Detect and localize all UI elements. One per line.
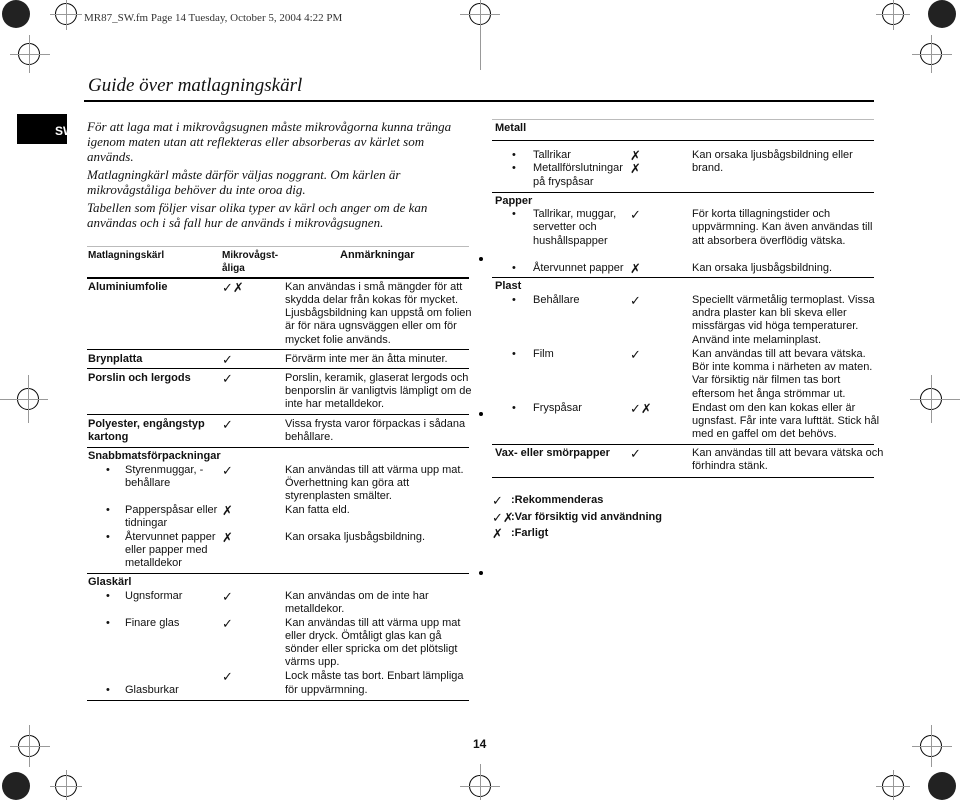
language-tab: SW — [17, 114, 67, 144]
rating-symbol: ✓✗ — [630, 401, 652, 416]
item-note: benporslin är vanligtvis lämpligt om de — [285, 385, 472, 397]
item-note: eller dryck. Ömtåligt glas kan gå — [285, 630, 442, 642]
crop-line — [10, 54, 50, 55]
item-note: eftersom het ånga strömmar ut. — [692, 388, 846, 400]
crop-line — [480, 764, 481, 800]
item-note: brand. — [692, 162, 724, 174]
bullet: • — [512, 149, 516, 161]
header-cookware: Matlagningskärl — [88, 250, 165, 261]
item-note: Kan användas till att värma upp mat. — [285, 464, 464, 476]
item-note: sönder eller spricka om det plötsligt — [285, 643, 458, 655]
rating-symbol: ✓ — [222, 371, 233, 386]
header-notes: Anmärkningar — [340, 249, 415, 261]
table-bottom-rule — [87, 700, 469, 701]
sub-item: Metallförslutningar — [533, 162, 623, 174]
item-note: mycket folie används. — [285, 334, 391, 346]
crop-line — [460, 14, 500, 15]
item-name: Polyester, engångstyp — [88, 418, 205, 430]
row-rule — [87, 368, 469, 369]
legend-symbol: ✗ — [492, 526, 503, 541]
rating-symbol: ✓ — [630, 207, 641, 222]
rating-symbol: ✓ — [222, 589, 233, 604]
crop-line — [480, 0, 481, 70]
bullet: • — [106, 464, 110, 476]
crop-line — [893, 0, 894, 30]
rating-symbol: ✓ — [630, 446, 641, 461]
bullet: • — [512, 294, 516, 306]
group-name: Glaskärl — [88, 576, 132, 588]
rating-symbol: ✓ — [222, 616, 233, 631]
row-rule — [492, 277, 874, 278]
table-top-rule — [87, 246, 469, 247]
bullet: • — [512, 262, 516, 274]
item-note: Kan orsaka ljusbågsbildning. — [285, 531, 426, 543]
item-note: andra plaster kan bli skeva eller — [692, 307, 847, 319]
header-microwave-safe: åliga — [222, 263, 245, 274]
crop-line — [912, 746, 952, 747]
sub-item: eller papper med — [125, 544, 208, 556]
header-microwave-safe: Mikrovågst- — [222, 250, 279, 261]
item-name: Brynplatta — [88, 353, 143, 365]
item-name: kartong — [88, 431, 129, 443]
page-number: 14 — [473, 737, 487, 751]
sub-item: Återvunnet papper — [125, 531, 216, 543]
registration-disc-bottom-left — [2, 772, 30, 800]
legend-label: :Rekommenderas — [511, 494, 604, 506]
item-note: Lock måste tas bort. Enbart lämpliga — [285, 670, 464, 682]
item-note: metalldekor. — [285, 603, 345, 615]
rating-symbol: ✓ — [630, 347, 641, 362]
sub-item: Ugnsformar — [125, 590, 183, 602]
item-note: behållare. — [285, 431, 334, 443]
table-bottom-rule — [492, 477, 874, 478]
item-note: att absorbera överflödig vätska. — [692, 235, 846, 247]
intro-line: mikrovågståliga behöver du inte oroa dig. — [87, 182, 306, 197]
item-note: värms upp. — [285, 656, 340, 668]
rating-symbol: ✓ — [630, 293, 641, 308]
sub-item: Tallrikar — [533, 149, 571, 161]
bullet: • — [512, 162, 516, 174]
item-note: Kan fatta eld. — [285, 504, 350, 516]
crop-line — [876, 14, 910, 15]
sub-item: Glasburkar — [125, 684, 179, 696]
rating-symbol: ✓✗ — [222, 280, 244, 295]
group-name: Plast — [495, 280, 522, 292]
intro-line: användas och i så fall hur de används i mikrovågsugnen. — [87, 215, 384, 230]
sub-item: Film — [533, 348, 554, 360]
item-note: skydda delar från kokas för mycket. — [285, 294, 459, 306]
sub-item: Papperspåsar eller — [125, 504, 218, 516]
group-name: Metall — [495, 122, 527, 134]
registration-disc-top-left — [2, 0, 30, 28]
group-name: Snabbmatsförpackningar — [88, 450, 221, 462]
item-note: Var försiktig när filmen tas bort — [692, 374, 841, 386]
row-rule — [492, 140, 874, 141]
legend-symbol: ✓✗ — [492, 510, 514, 525]
margin-dot — [479, 257, 483, 261]
rating-symbol: ✓ — [222, 417, 233, 432]
intro-line: För att laga mat i mikrovågsugnen måste mikrovågorna kunna tränga — [87, 119, 452, 134]
row-rule — [87, 414, 469, 415]
item-note: med en gaffel om det behövs. — [692, 428, 837, 440]
crop-line — [50, 786, 82, 787]
item-note: styrenplasten smälter. — [285, 490, 392, 502]
sub-item: Fryspåsar — [533, 402, 582, 414]
sub-item: Finare glas — [125, 617, 180, 629]
title-rule — [84, 100, 874, 102]
item-note: Kan användas till att bevara vätska. — [692, 348, 866, 360]
rating-symbol: ✗ — [630, 161, 641, 176]
margin-dot — [479, 412, 483, 416]
crop-line — [876, 786, 910, 787]
bullet: • — [106, 617, 110, 629]
rating-symbol: ✗ — [630, 261, 641, 276]
bullet: • — [512, 402, 516, 414]
item-note: Ljusbågsbildning kan uppstå om folien — [285, 307, 472, 319]
item-note: inte har metalldekor. — [285, 398, 385, 410]
crop-line — [910, 399, 960, 400]
bullet: • — [106, 684, 110, 696]
sub-item: Behållare — [533, 294, 580, 306]
item-note: Bör inte komma i närheten av maten. — [692, 361, 873, 373]
crop-line — [912, 54, 952, 55]
legend-label: :Farligt — [511, 527, 549, 539]
rating-symbol: ✓ — [222, 352, 233, 367]
crop-line — [893, 770, 894, 800]
rating-symbol: ✗ — [630, 148, 641, 163]
item-note: Överhettning kan göra att — [285, 477, 410, 489]
item-name: Aluminiumfolie — [88, 281, 168, 293]
bullet: • — [512, 348, 516, 360]
item-note: Kan orsaka ljusbågsbildning eller — [692, 149, 853, 161]
sub-item: Styrenmuggar, - — [125, 464, 204, 476]
group-name: Papper — [495, 195, 533, 207]
crop-line — [50, 14, 82, 15]
rating-symbol: ✗ — [222, 530, 233, 545]
item-note: Porslin, keramik, glaserat lergods och — [285, 372, 469, 384]
item-note: Kan användas om de inte har — [285, 590, 429, 602]
bullet: • — [106, 504, 110, 516]
intro-line: Matlagningkärl måste därför väljas noggrant. Om kärlen är — [87, 167, 401, 182]
row-rule — [87, 447, 469, 448]
sub-item: tidningar — [125, 517, 168, 529]
item-note: Endast om den kan kokas eller är — [692, 402, 856, 414]
registration-disc-bottom-right — [928, 772, 956, 800]
intro-line: används. — [87, 149, 134, 164]
item-note: ugnsfast. Får inte vara lufttät. Stick hål — [692, 415, 880, 427]
item-note: Förvärm inte mer än åtta minuter. — [285, 353, 448, 365]
item-name: Porslin och lergods — [88, 372, 191, 384]
item-note: Använd inte melaminplast. — [692, 334, 822, 346]
bullet: • — [512, 208, 516, 220]
item-note: Kan användas i små mängder för att — [285, 281, 463, 293]
sub-item: servetter och — [533, 221, 597, 233]
file-header-line: MR87_SW.fm Page 14 Tuesday, October 5, 2004 4:22 PM — [84, 12, 343, 24]
item-note: är för nära ugnsväggen eller om för — [285, 320, 457, 332]
row-rule — [87, 349, 469, 350]
crop-line — [460, 786, 500, 787]
bullet: • — [106, 590, 110, 602]
item-note: förhindra stänk. — [692, 460, 768, 472]
item-note: Vissa frysta varor förpackas i sådana — [285, 418, 466, 430]
item-note: För korta tillagningstider och — [692, 208, 831, 220]
margin-dot — [479, 571, 483, 575]
crop-line — [66, 0, 67, 30]
rating-symbol: ✓ — [222, 669, 233, 684]
item-note: uppvärmning. Kan även användas till — [692, 221, 873, 233]
rating-symbol: ✓ — [222, 463, 233, 478]
item-note: för uppvärmning. — [285, 684, 368, 696]
item-note: Kan användas till att värma upp mat — [285, 617, 461, 629]
intro-line: igenom maten utan att reflekteras eller absorberas av kärlet som — [87, 134, 425, 149]
item-note: Speciellt värmetålig termoplast. Vissa — [692, 294, 875, 306]
intro-line: Tabellen som följer visar olika typer av kärl och anger om de kan — [87, 200, 428, 215]
sub-item: hushållspapper — [533, 235, 608, 247]
item-name: Vax- eller smörpapper — [495, 447, 610, 459]
crop-line — [10, 746, 50, 747]
sub-item: på fryspåsar — [533, 176, 594, 188]
legend-label: :Var försiktig vid användning — [511, 511, 662, 523]
legend-symbol: ✓ — [492, 493, 503, 508]
registration-disc-top-right — [928, 0, 956, 28]
bullet: • — [106, 531, 110, 543]
rating-symbol: ✗ — [222, 503, 233, 518]
page-title: Guide över matlagningskärl — [88, 75, 303, 96]
table-header-rule — [87, 277, 469, 279]
item-note: Kan användas till att bevara vätska och — [692, 447, 884, 459]
sub-item: behållare — [125, 477, 171, 489]
crop-line — [0, 399, 48, 400]
item-note: Kan orsaka ljusbågsbildning. — [692, 262, 833, 274]
row-rule — [492, 192, 874, 193]
table-top-rule — [492, 119, 874, 120]
sub-item: Tallrikar, muggar, — [533, 208, 617, 220]
row-rule — [87, 573, 469, 574]
row-rule — [492, 444, 874, 445]
item-note: missfärgas vid höga temperaturer. — [692, 320, 859, 332]
sub-item: Återvunnet papper — [533, 262, 624, 274]
sub-item: metalldekor — [125, 557, 182, 569]
crop-line — [66, 770, 67, 800]
